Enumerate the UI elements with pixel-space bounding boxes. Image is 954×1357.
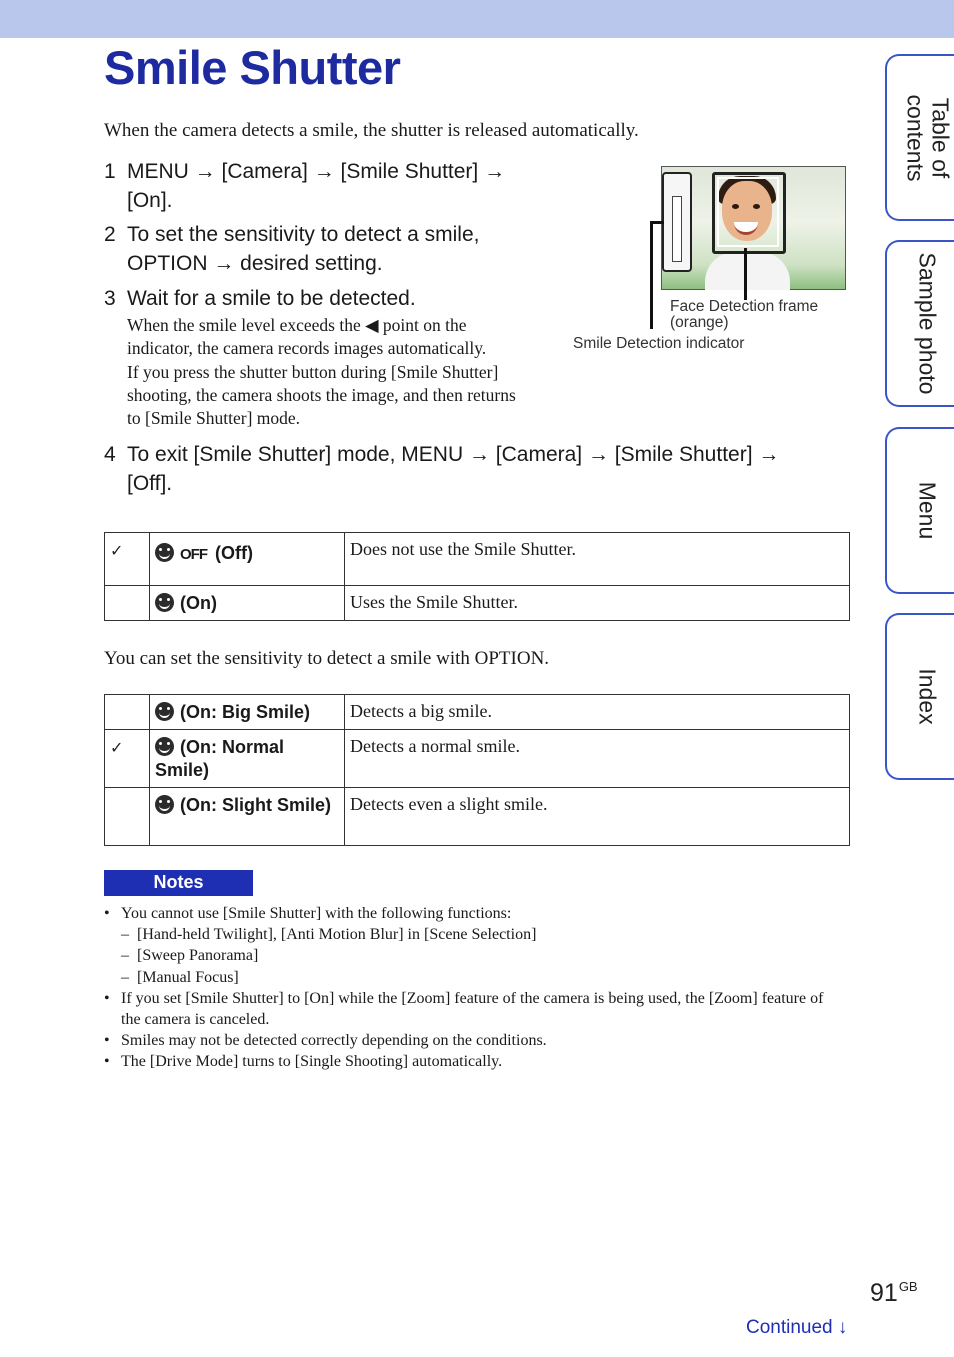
note-line: indicator, the camera records images automatically.	[127, 338, 487, 359]
note-item: • Smiles may not be detected correctly depending on the conditions.	[104, 1030, 824, 1051]
tab-sample-photo[interactable]	[885, 240, 954, 407]
callout-line-face	[744, 248, 747, 300]
top-banner	[0, 0, 954, 38]
callout-line-indicator	[650, 221, 653, 329]
indicator-label: Smile Detection indicator	[573, 335, 745, 352]
option-label: (On: Slight Smile)	[180, 795, 331, 815]
smile-detection-indicator	[662, 172, 692, 272]
note-subitem: – [Manual Focus]	[104, 967, 824, 988]
face-detection-frame-inner	[717, 177, 779, 247]
callout-line-indicator-h	[650, 221, 664, 224]
smile-shutter-table	[104, 532, 850, 621]
off-icon-text: OFF	[180, 546, 207, 563]
notes-list	[104, 903, 824, 1073]
child-shirt	[705, 252, 790, 290]
face-frame-label	[670, 299, 818, 331]
arrow-down-icon: ↓	[837, 1317, 848, 1338]
label-line: (orange)	[670, 314, 729, 331]
note-line: to [Smile Shutter] mode.	[127, 408, 301, 429]
tab-index[interactable]	[885, 613, 954, 780]
note-subitem: – [Hand-held Twilight], [Anti Motion Blur] in [Scene Selection]	[104, 924, 824, 945]
default-check-icon: ✓	[110, 543, 124, 560]
slight-smile-icon	[155, 795, 174, 814]
sensitivity-text: You can set the sensitivity to detect a smile with OPTION.	[104, 648, 550, 669]
note-line: shooting, the camera shoots the image, and then returns	[127, 384, 516, 405]
note-item: • If you set [Smile Shutter] to [On] while the [Zoom] feature of the camera is being used, the [Zoom] feature of the camera is canceled.	[104, 988, 824, 1030]
step-number: 1	[104, 160, 116, 183]
step-text-line: To exit [Smile Shutter] mode, MENU → [Camera] → [Smile Shutter] →	[127, 443, 780, 466]
tab-label: Menu	[914, 481, 941, 540]
page-number	[870, 1279, 918, 1308]
option-description: Uses the Smile Shutter.	[345, 586, 850, 621]
table-row	[105, 695, 850, 730]
default-check-icon: ✓	[110, 740, 124, 757]
normal-smile-icon	[155, 737, 174, 756]
step-number: 4	[104, 443, 116, 466]
step-text-line: [On].	[127, 189, 173, 212]
indicator-scale	[672, 196, 682, 262]
smile-off-icon	[155, 543, 174, 562]
tab-menu[interactable]	[885, 427, 954, 594]
option-label: (On)	[180, 593, 217, 613]
table-row	[105, 586, 850, 621]
step-text-line: MENU → [Camera] → [Smile Shutter] →	[127, 160, 506, 183]
notes-header: Notes	[104, 870, 253, 896]
note-line: If you press the shutter button during [Smile Shutter]	[127, 361, 499, 382]
option-description: Detects a normal smile.	[345, 730, 850, 788]
step-text-line: Wait for a smile to be detected.	[127, 287, 416, 310]
big-smile-icon	[155, 702, 174, 721]
page-number-value: 91	[870, 1279, 898, 1307]
page-title: Smile Shutter	[104, 41, 401, 94]
note-line: When the smile level exceeds the ◀ point on the	[127, 315, 467, 335]
continued-link[interactable]	[746, 1317, 847, 1339]
table-row	[105, 788, 850, 846]
step-text-line: [Off].	[127, 472, 173, 495]
note-item: • The [Drive Mode] turns to [Single Shooting] automatically.	[104, 1051, 824, 1072]
note-item: • You cannot use [Smile Shutter] with the following functions:	[104, 903, 824, 924]
page-suffix: GB	[898, 1279, 918, 1294]
continued-label: Continued	[746, 1317, 833, 1338]
option-label: (Off)	[215, 543, 253, 563]
tab-label: Table of contents	[902, 94, 954, 181]
sensitivity-table	[104, 694, 850, 846]
option-label: (On: Big Smile)	[180, 702, 310, 722]
option-description: Detects a big smile.	[345, 695, 850, 730]
option-label: (On: Normal Smile)	[155, 737, 285, 780]
option-description: Detects even a slight smile.	[345, 788, 850, 846]
smile-on-icon	[155, 593, 174, 612]
step-number: 2	[104, 223, 116, 246]
tab-table-of-contents[interactable]	[885, 54, 954, 221]
tab-label: Index	[914, 668, 941, 725]
step-text-line: To set the sensitivity to detect a smile,	[127, 223, 480, 246]
tab-label: Sample photo	[914, 252, 941, 395]
intro-text: When the camera detects a smile, the shutter is released automatically.	[104, 120, 639, 141]
step-text-line: OPTION → desired setting.	[127, 252, 383, 275]
table-row	[105, 730, 850, 788]
table-row	[105, 533, 850, 586]
label-line: Face Detection frame	[670, 298, 819, 315]
option-description: Does not use the Smile Shutter.	[345, 533, 850, 586]
note-subitem: – [Sweep Panorama]	[104, 945, 824, 966]
step-3-note	[127, 314, 567, 430]
step-number: 3	[104, 287, 116, 310]
